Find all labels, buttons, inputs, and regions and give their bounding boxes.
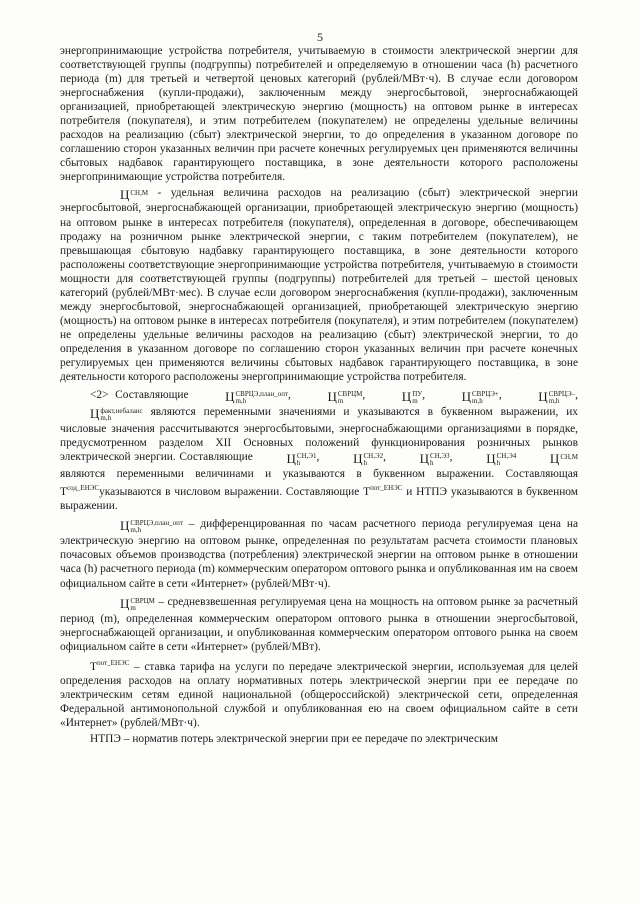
paragraph-ntpe xyxy=(60,732,578,746)
paragraph-svrcm-text: – средневзвешенная регулируемая цена на мощность на оптовом рынке за расчетный период (m), определенная коммерческим оператором оптового рынка в отношении энергосбытовой, энергоснабжающей организации, и опубликованная коммерческим оператором оптового рынка на своем официальном сайте в сети «Интернет» (рублей/МВт). xyxy=(60,595,578,653)
document-body xyxy=(60,44,578,746)
paragraph-svrcm xyxy=(60,595,578,654)
formula-svrce-plan-opt: Ц СВРЦЭ,план_опт m,h xyxy=(225,389,289,406)
formula-pu: Ц ПУ m xyxy=(401,389,423,406)
formula-csn-m: Ц СН,М xyxy=(120,187,149,203)
formula-csn-e3: Ц СН,Э3 h xyxy=(419,451,450,468)
note-2-text-2: являются переменными величинами и указываются в буквенном выражении. Составляющая xyxy=(60,468,578,481)
formula-fakt-nebalans: Ц факт,небаланс m,h xyxy=(90,406,143,423)
formula-csn-e1: Ц СН,Э1 h xyxy=(286,451,317,468)
paragraph-t-pot-enes xyxy=(60,656,578,730)
formula-ntpe: НТПЭ xyxy=(90,732,121,745)
note-2-text-1: являются переменными значениями и указываются в буквенном выражении, их числовые значения рассчитываются энергосбытовыми, энергоснабжающими организациями в порядке, предусмотренном разделом XII Основных положений функционирования розничных рынков электрической энергии. Составляющие xyxy=(60,406,578,464)
paragraph-svrce-plan-opt xyxy=(60,517,578,590)
formula-svrce-plan-opt-def: Ц СВРЦЭ,план_опт m,h xyxy=(120,518,183,535)
formula-csn-e4: Ц СН,Э4 h xyxy=(486,451,517,468)
formula-svrcm: Ц СВРЦМ m xyxy=(327,389,363,406)
page-number: 5 xyxy=(317,30,323,44)
paragraph-ntpe-text: – норматив потерь электрической энергии при ее передаче по электрическим xyxy=(120,732,498,745)
formula-t-pot-enes-def: $Т^{пот\_ЕНЭС}$ xyxy=(90,658,130,673)
paragraph-continuation: энергопринимающие устройства потребителя, учитываемую в стоимости электрической энергии для соответствующей группы (подгруппы) потребителей и определяемую в отношении часа (h) расчетного периода (m) для третьей и четвертой ценовых категорий (рублей/МВт·ч). В случае если договором энергоснабжения (купли-продажи), заключенным между энергосбытовой, энергоснабжающей организацией, приобретающей электрическую энергию (мощность) на оптовом рынке в интересах потребителя (покупателя), и этим потребителем (покупателем) не определены удельные величины расходов на реализацию (сбыт) электрической энергии, то до определения в указанном договоре по соглашению сторон указанных величин при расчете конечных регулируемых цен применяются величины сбытовых надбавок гарантирующего поставщика, в зоне деятельности которого расположены энергопринимающие устройства потребителя. xyxy=(60,45,578,184)
formula-t-sod-enes: $Т^{сод\_ЕНЭС}$ xyxy=(60,484,100,499)
paragraph-csn-m xyxy=(60,186,578,384)
paragraph-svrce-plan-opt-text: – дифференцированная по часам расчетного периода регулируемая цена на электрическую энергию на оптовом рынке, определенная по результатам расчета стоимости плановых почасовых объемов производства (потребления) электрической энергии на оптовом рынке в отношении часа (h) расчетного периода (m) коммерческим оператором оптового рынка и опубликованная им на своем официальном сайте в сети «Интернет» (рублей/МВт·ч). xyxy=(60,518,578,590)
note-2-text-3: указываются в числовом выражении. Составляющие xyxy=(99,486,364,499)
note-2-lead: <2> Составляющие xyxy=(90,389,196,402)
note-2-text-4: и НТПЭ указываются в буквенном выражении. xyxy=(60,486,578,513)
paragraph-csn-m-text: - удельная величина расходов на реализацию (сбыт) электрической энергии энергосбытовой, энергоснабжающей организации, приобретающей электрическую энергию (мощность) на оптовом рынке в интересах потребителя (покупателя), определенная в договоре, обеспечивающем продажу на розничном рынке электрической энергии, с таким потребителем (покупателем), не превышающая сбытовую надбавку гарантирующего поставщика, в зоне деятельности которого расположены соответствующие энергопринимающие устройства потребителя, учитываемую в стоимости мощности для соответствующей группы (подгруппы) потребителей для третьей – шестой ценовых категорий (рублей/МВт·мес). В случае если договором энергоснабжения (купли-продажи), заключенным между энергосбытовой, энергоснабжающей организацией, приобретающей электрическую энергию (мощность) на оптовом рынке в интересах потребителя (покупателя), и этим потребителем (покупателем) не определены удельные величины расходов на реализацию (сбыт) электрической энергии, то до определения в указанном договоре по соглашению сторон указанных величин при расчете конечных регулируемых цен применяются величины сбытовых надбавок гарантирующего поставщика, в зоне деятельности которого расположены энергопринимающие устройства потребителя. xyxy=(60,187,578,384)
formula-csn-e2: Ц СН,Э2 h xyxy=(353,451,384,468)
formula-svrce-minus: Ц СВРЦЭ– m,h xyxy=(538,389,576,406)
paragraph-note-2: <2> Составляющие Ц СВРЦЭ,план_опт m,h , Ц СВРЦМ m , Ц ПУ m , Ц СВРЦЭ+ m,h , Ц СВРЦЭ– m,h , Ц факт,небаланс m,h являются переменными значениями и указываются в буквенном выражении, их числовые значения рассчитываются энергосбытовыми, энергоснабжающими организациями в порядке, предусмотренном разделом XII Основных положений функционирования розничных рынков электрической энергии. Составляющие Ц СН,Э1 h , Ц СН,Э2 h , Ц СН,Э3 h , Ц СН,Э4 h Ц СН,М являются переменными величинами и указываются в буквенном выражении. Составляющая $Т^{сод\_ЕНЭС}указываются$ в числовом выражении. Составляющие $Т^{пот\_ЕНЭС}$ и НТПЭ указываются в буквенном выражении. xyxy=(60,389,579,513)
formula-csn-m-inline: Ц СН,М xyxy=(549,451,579,467)
paragraph-t-pot-enes-text: – ставка тарифа на услуги по передаче электрической энергии, используемая для целей определения расходов на оплату нормативных потерь электрической энергии при ее передаче по электрическим сетям единой национальной (общероссийской) электрической сети, определенная Федеральной антимонопольной службой и опубликованная ею на своем официальном сайте в сети «Интернет» (рублей/МВт·ч). xyxy=(60,660,578,729)
formula-svrce-plus: Ц СВРЦЭ+ m,h xyxy=(461,389,499,406)
formula-svrcm-def: Ц СВРЦМ m xyxy=(120,595,155,612)
formula-t-pot-enes: $Т^{пот\_ЕНЭС}$ xyxy=(363,484,403,499)
